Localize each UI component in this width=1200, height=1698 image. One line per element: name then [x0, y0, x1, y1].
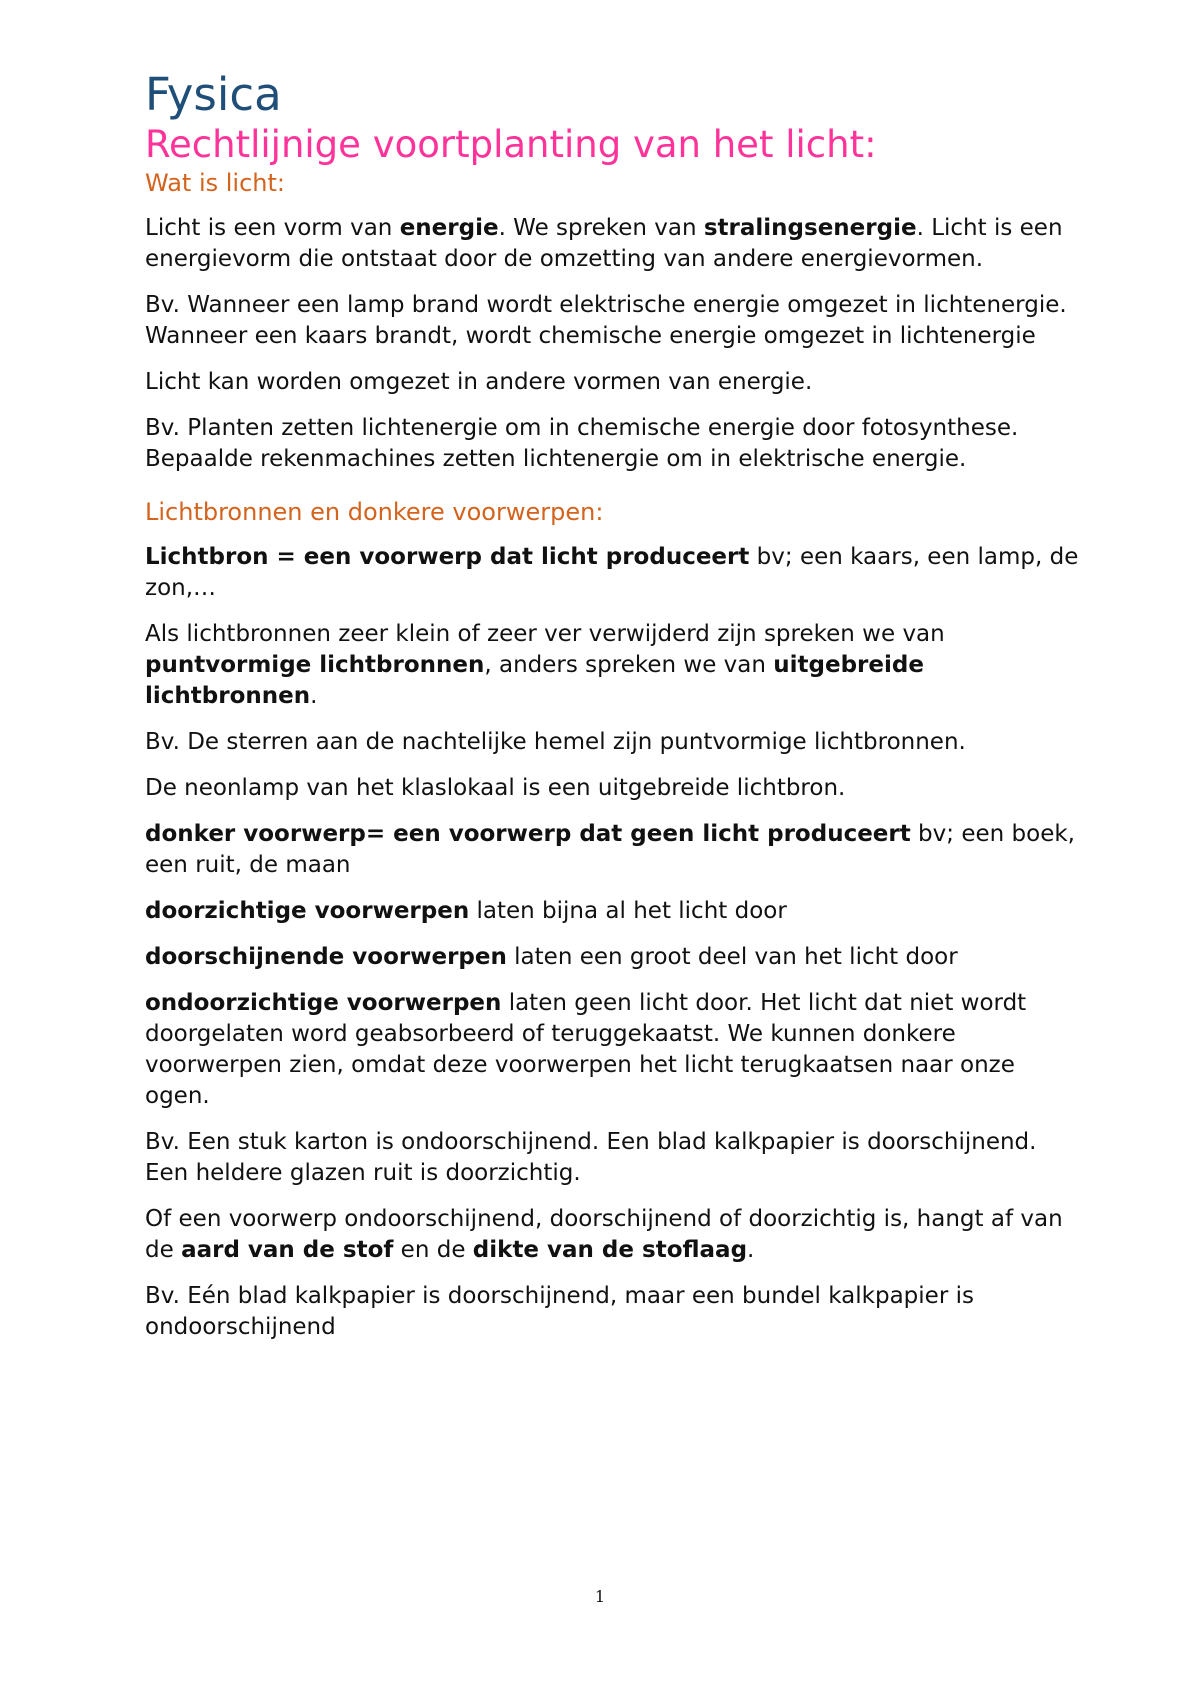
text-run: laten bijna al het licht door [469, 898, 787, 925]
example-paragraph-kalkpapier [145, 1281, 1080, 1343]
paragraph-ondoorzichtig [145, 988, 1080, 1112]
text-run: bv; een kaars, een lamp, de zon,… [145, 544, 1079, 602]
bold-term: energie [399, 215, 499, 242]
text-run: bv; een boek, een ruit, de maan [145, 821, 1075, 879]
bold-term: doorzichtige voorwerpen [145, 898, 470, 925]
bold-term: Lichtbron = een voorwerp dat licht produceert [145, 544, 750, 571]
bold-term: aard van de stof [181, 1237, 394, 1264]
example-paragraph-planten [145, 413, 1080, 475]
paragraph-doorzichtig [145, 896, 1080, 927]
document-title: Fysica [145, 68, 282, 121]
bold-term: puntvormige lichtbronnen [145, 652, 485, 679]
section-heading-lichtbronnen: Lichtbronnen en donkere voorwerpen: [145, 498, 604, 527]
example-paragraph-sterren [145, 727, 1080, 758]
text-run: Of een voorwerp ondoorschijnend, doorschijnend of doorzichtig is, hangt af van de [145, 1206, 1063, 1264]
text-run: en de [393, 1237, 473, 1264]
bold-term: donker voorwerp= een voorwerp dat geen licht produceert [145, 821, 911, 848]
text-run: Licht is een vorm van [145, 215, 400, 242]
paragraph-doorschijnend [145, 942, 1080, 973]
bold-term: uitgebreide lichtbronnen [145, 652, 924, 710]
bold-term: stralingsenergie [703, 215, 917, 242]
paragraph-omzetting: Licht kan worden omgezet in andere vormen van energie. [145, 369, 813, 396]
bold-term: dikte van de stoflaag [472, 1237, 748, 1264]
text-run: . Licht is een energievorm die ontstaat door de omzetting van andere energievormen. [145, 215, 1063, 273]
paragraph-lichtbron [145, 542, 1080, 604]
text-run: , anders spreken we van [484, 652, 774, 679]
paragraph-energie [145, 213, 1080, 275]
text-run: Bv. De sterren aan de nachtelijke hemel zijn puntvormige lichtbronnen. [145, 729, 966, 756]
text-run: Als lichtbronnen zeer klein of zeer ver verwijderd zijn spreken we van [145, 621, 945, 648]
paragraph-donker-voorwerp [145, 819, 1080, 881]
paragraph-neonlamp: De neonlamp van het klaslokaal is een uitgebreide lichtbron. [145, 775, 846, 802]
document-page [145, 70, 1080, 1358]
paragraph-aard-van-de-stof [145, 1204, 1080, 1266]
text-run: Bv. Planten zetten lichtenergie om in chemische energie door fotosynthese. Bepaalde rekenmachines zetten lichtenergie om in elektrische energie. [145, 415, 1019, 473]
bold-term: ondoorzichtige voorwerpen [145, 990, 502, 1017]
text-run: laten geen licht door. Het licht dat niet wordt doorgelaten word geabsorbeerd of teruggekaatst. We kunnen donkere voorwerpen zien, omdat deze voorwerpen het licht terugkaatsen naar onze ogen. [145, 990, 1027, 1110]
paragraph-puntvormig [145, 619, 1080, 712]
text-run: laten een groot deel van het licht door [506, 944, 958, 971]
text-run: . [747, 1237, 755, 1264]
main-heading: Rechtlijnige voortplanting van het licht: [145, 122, 877, 166]
section-heading-wat-is-licht: Wat is licht: [145, 169, 285, 198]
text-run: . [310, 683, 318, 710]
example-paragraph-lamp [145, 290, 1080, 352]
example-paragraph-karton [145, 1127, 1080, 1189]
bold-term: doorschijnende voorwerpen [145, 944, 507, 971]
text-run: Bv. Een stuk karton is ondoorschijnend. Een blad kalkpapier is doorschijnend. Een heldere glazen ruit is doorzichtig. [145, 1129, 1037, 1187]
text-run: . We spreken van [498, 215, 704, 242]
page-number: 1 [594, 1587, 606, 1606]
text-run: Bv. Wanneer een lamp brand wordt elektrische energie omgezet in lichtenergie. Wanneer een kaars brandt, wordt chemische energie omgezet in lichtenergie [145, 292, 1067, 350]
text-run: Bv. Eén blad kalkpapier is doorschijnend, maar een bundel kalkpapier is ondoorschijnend [145, 1283, 974, 1341]
